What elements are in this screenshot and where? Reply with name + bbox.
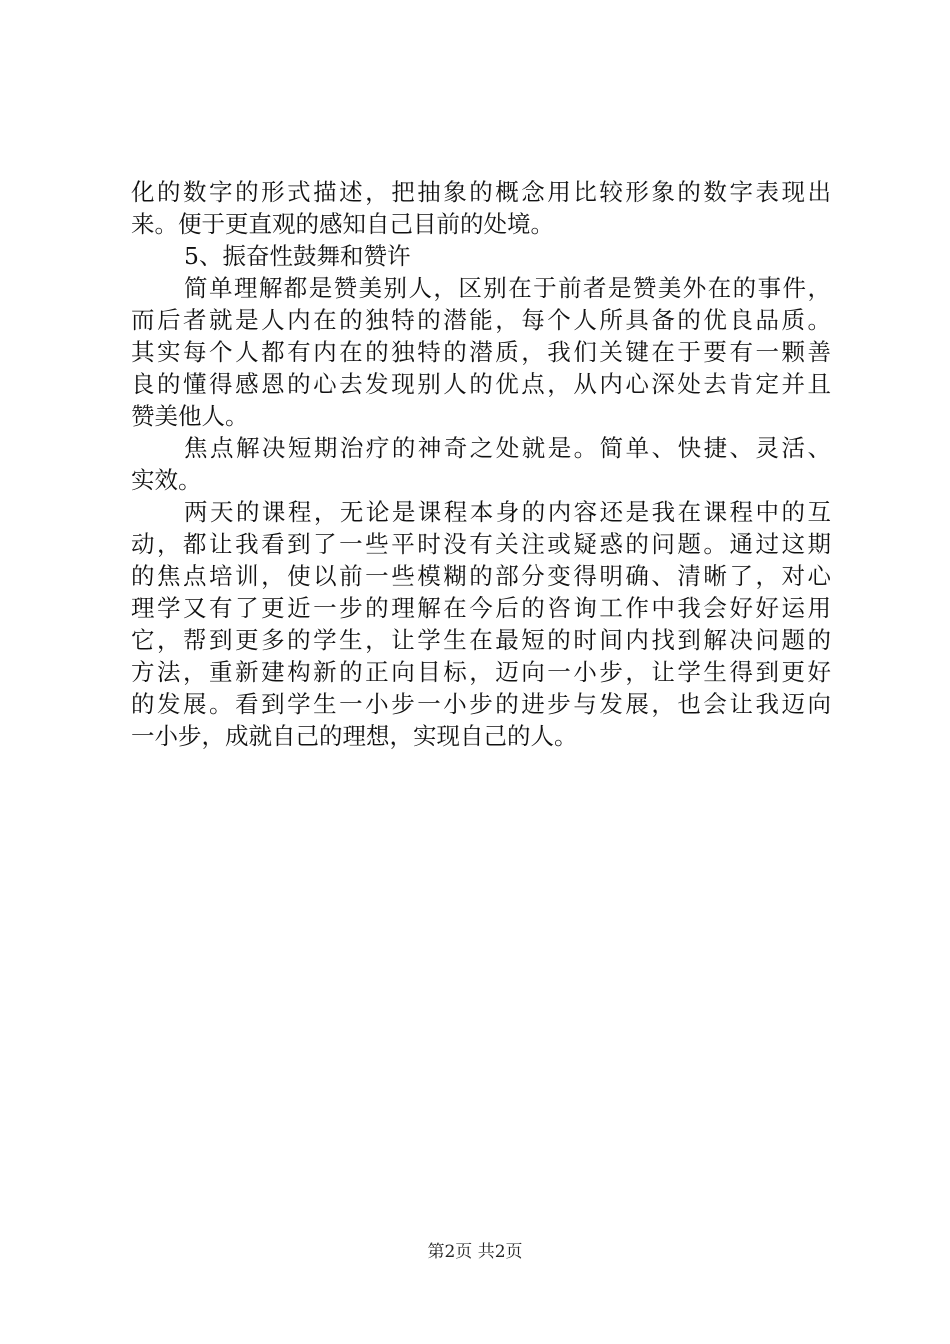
page-number: 第2页 共2页 <box>427 1242 523 1262</box>
text-line: 其实每个人都有内在的独特的潜质，我们关键在于要有一颗善 <box>131 338 831 366</box>
text-line: 赞美他人。 <box>131 402 249 430</box>
text-line: 的焦点培训，使以前一些模糊的部分变得明确、清晰了，对心 <box>131 562 831 590</box>
text-line: 理学又有了更近一步的理解在今后的咨询工作中我会好好运用 <box>131 594 831 622</box>
text-line: 而后者就是人内在的独特的潜能，每个人所具备的优良品质。 <box>131 306 831 334</box>
document-body <box>131 176 831 752</box>
section-heading: 5、振奋性鼓舞和赞许 <box>184 242 411 270</box>
text-line: 简单理解都是赞美别人，区别在于前者是赞美外在的事件， <box>184 274 831 302</box>
text-line: 来。便于更直观的感知自己目前的处境。 <box>131 210 554 238</box>
text-line: 化的数字的形式描述，把抽象的概念用比较形象的数字表现出 <box>131 178 831 206</box>
text-line: 动，都让我看到了一些平时没有关注或疑惑的问题。通过这期 <box>131 530 831 558</box>
text-line: 的发展。看到学生一小步一小步的进步与发展，也会让我迈向 <box>131 690 831 718</box>
text-line: 实效。 <box>131 466 202 494</box>
text-line: 一小步，成就自己的理想，实现自己的人。 <box>131 722 578 750</box>
text-line: 焦点解决短期治疗的神奇之处就是。简单、快捷、灵活、 <box>184 434 831 462</box>
text-line: 它，帮到更多的学生，让学生在最短的时间内找到解决问题的 <box>131 626 831 654</box>
text-line: 良的懂得感恩的心去发现别人的优点，从内心深处去肯定并且 <box>131 370 831 398</box>
text-line: 方法，重新建构新的正向目标，迈向一小步，让学生得到更好 <box>131 658 831 686</box>
text-line: 两天的课程，无论是课程本身的内容还是我在课程中的互 <box>184 498 831 526</box>
